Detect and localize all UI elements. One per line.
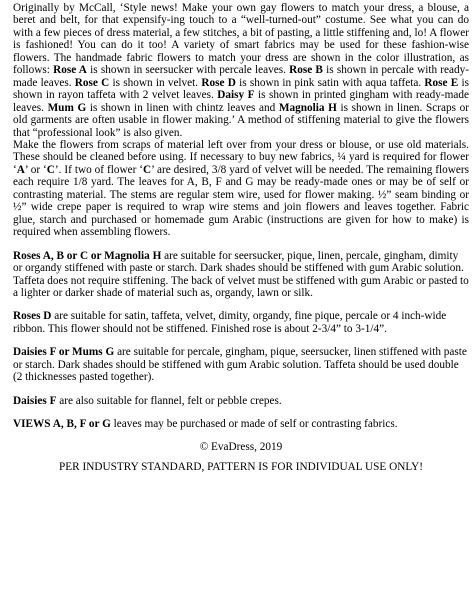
copyright-line: © EvaDress, 2019 <box>199 440 283 453</box>
roses-d-paragraph: Roses D are suitable for satin, taffeta, velvet, dimity, organdy, fine pique, percale or 4 inch-wide ribbon. This flower should not be stiffened. Finished rose is about 2-3/4” to 3-1/4”. <box>13 310 447 335</box>
intro-paragraph: Originally by McCall, ‘Style news! Make your own gay flowers to match your dress, a blouse, a beret and belt, for that expensify-ing touch to a “well-turned-out” costume. See what you can do with a few pieces of dress material, a few stitches, a bit of pasting, a little stiffening and, lo! A flower is fashioned! You can do it too! A variety of smart fabrics may be used for these fashion-wise flowers. The handmade fabric flowers to match your dress are shown in the color illustration, as follows: Rose A is shown in seersucker with percale leaves. Rose B is shown in percale with ready-made leaves. Rose C is shown in velvet. Rose D is shown in pink satin with aqua taffeta. Rose E is shown in rayon taffeta with 2 velvet leaves. Daisy F is shown in printed gingham with ready-made leaves. Mum G is shown in linen with chintz leaves and Magnolia H is shown in linen. Scraps or old garments are often usable in flower making.’ A method of stiffening material to give the flowers that “professional look” is also given. <box>13 2 470 139</box>
views-leaves-paragraph: VIEWS A, B, F or G leaves may be purchased or made of self or contrasting fabrics. <box>13 418 398 431</box>
daisies-f-paragraph: Daisies F are also suitable for flannel, felt or pebble crepes. <box>13 394 282 407</box>
usage-notice: PER INDUSTRY STANDARD, PATTERN IS FOR INDIVIDUAL USE ONLY! <box>59 461 423 474</box>
materials-paragraph: Make the flowers from scraps of material left over from your dress or blouse, or use old materials. These should be cleaned before using. If necessary to buy new fabrics, ¼ yard is required for flower ‘A’ or ‘C’. If two of flower ‘C’ are desired, 3/8 yard of velvet will be needed. The remaining flowers each require 1/8 yard. The leaves for A, B, F and G may be ready-made ones or may be of self or contrasting material. The stems are regular stem wire, used for flower making. ½” seam binding or ½” wide crepe paper is required to wrap wire stems and join flowers and leaves together. Fabric glue, starch and purchased or homemade gum Arabic (instructions are given for how to make) is required when assembling flowers. <box>13 138 470 239</box>
daisies-mums-paragraph: Daisies F or Mums G are suitable for percale, gingham, pique, seersucker, linen stiffened with paste or starch. Dark shades should be stiffened with gum Arabic solution. Taffeta should be used double (2 thicknesses pasted together). <box>13 346 467 384</box>
roses-abc-magnolia-paragraph: Roses A, B or C or Magnolia H are suitable for seersucker, pique, linen, percale, gingham, dimity or organdy stiffened with paste or starch. Dark shades should be stiffened with gum Arabic solution. Taffeta does not require stiffening. The back of velvet must be stiffened with gum Arabic or pasted to a lighter or darker shade of material such as, organdy, lawn or silk. <box>13 249 469 299</box>
